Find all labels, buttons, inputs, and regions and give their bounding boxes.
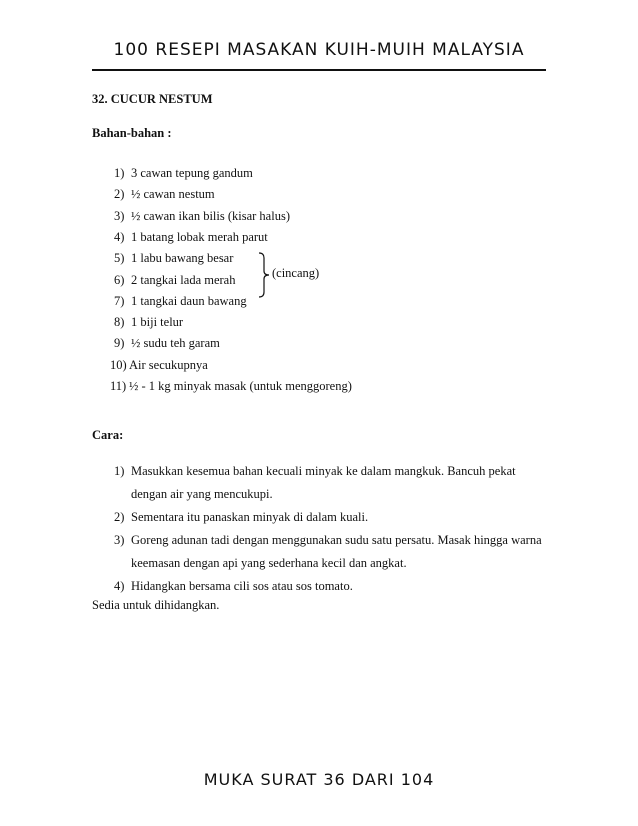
page-footer: MUKA SURAT 36 DARI 104 <box>203 770 435 789</box>
ingredient-number: 10) <box>110 357 127 372</box>
step-number: 1) <box>114 464 125 478</box>
group-note: (cincang) <box>272 266 320 280</box>
ingredient-text: ½ cawan nestum <box>131 187 215 202</box>
step-number: 4) <box>114 579 125 593</box>
ingredient-number: 2) <box>114 187 125 202</box>
ingredient-number: 9) <box>114 336 125 351</box>
method-label: Cara: <box>92 428 124 442</box>
ingredient-text: 1 batang lobak merah parut <box>131 229 268 244</box>
ingredient-text: 2 tangkai lada merah <box>131 272 236 287</box>
step-number: 3) <box>114 533 125 547</box>
ingredient-text: 1 tangkai daun bawang <box>131 293 247 308</box>
step-text: keemasan dengan api yang sederhana kecil dan angkat. <box>131 556 407 570</box>
page-header: 100 RESEPI MASAKAN KUIH-MUIH MALAYSIA <box>113 40 525 60</box>
step-text: Masukkan kesemua bahan kecuali minyak ke dalam mangkuk. Bancuh pekat <box>131 464 516 478</box>
ingredient-number: 1) <box>114 166 125 180</box>
ingredient-text: ½ - 1 kg minyak masak (untuk menggoreng) <box>129 379 352 393</box>
ingredient-number: 8) <box>114 315 125 330</box>
ingredient-number: 4) <box>114 229 125 244</box>
ingredient-text: 3 cawan tepung gandum <box>131 166 253 180</box>
closing-text: Sedia untuk dihidangkan. <box>92 598 220 612</box>
group-brace <box>258 252 270 298</box>
step-text: Goreng adunan tadi dengan menggunakan sudu satu persatu. Masak hingga warna <box>131 533 542 547</box>
ingredient-text: Air secukupnya <box>129 357 208 372</box>
header-rule <box>92 69 546 71</box>
ingredient-number: 7) <box>114 293 125 308</box>
ingredient-text: ½ sudu teh garam <box>131 336 220 351</box>
ingredient-text: 1 labu bawang besar <box>131 251 234 266</box>
ingredient-number: 11) <box>110 379 127 393</box>
ingredients-label: Bahan-bahan : <box>92 126 172 140</box>
ingredient-text: 1 biji telur <box>131 315 184 330</box>
step-number: 2) <box>114 510 125 524</box>
step-text: dengan air yang mencukupi. <box>131 487 273 501</box>
ingredient-number: 5) <box>114 251 125 266</box>
ingredient-text: ½ cawan ikan bilis (kisar halus) <box>131 208 290 223</box>
step-text: Hidangkan bersama cili sos atau sos tomato. <box>131 579 353 593</box>
ingredient-number: 6) <box>114 272 125 287</box>
recipe-title: 32. CUCUR NESTUM <box>92 92 213 106</box>
step-text: Sementara itu panaskan minyak di dalam kuali. <box>131 510 369 524</box>
ingredient-number: 3) <box>114 208 125 223</box>
